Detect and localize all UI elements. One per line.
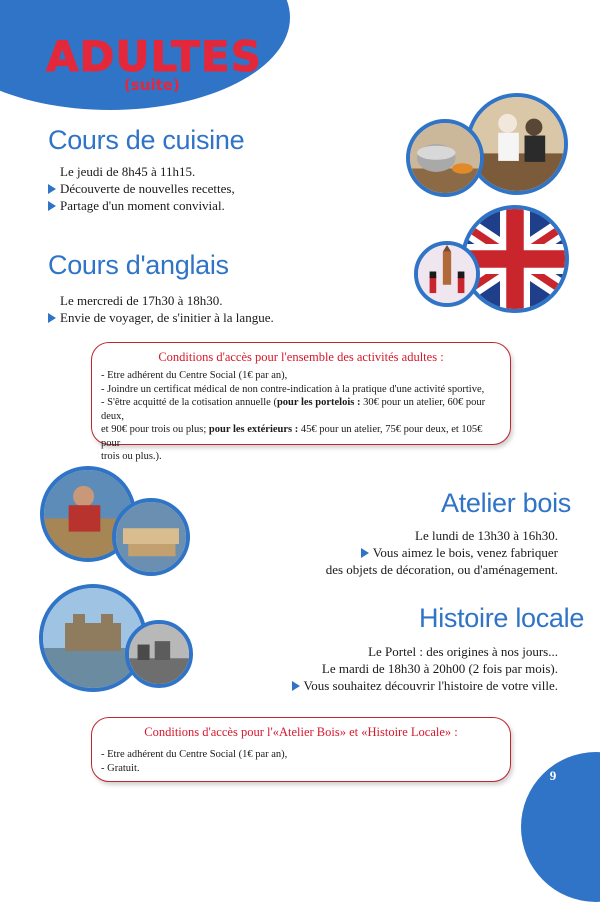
page-number: 9: [549, 768, 557, 783]
bullet-icon: [48, 184, 56, 194]
wooden-objects-photo: [112, 498, 190, 576]
histoire-line: Le mardi de 18h30 à 20h00 (2 fois par mois).: [321, 661, 558, 676]
conditions-line: - S'être acquitté de la cotisation annuelle (pour les portelois : 30€ pour un atelier, 60€ pour deux,: [101, 397, 486, 422]
anglais-schedule: Le mercredi de 17h30 à 18h30.: [60, 293, 223, 308]
bois-title: Atelier bois: [441, 488, 571, 518]
anglais-bullet: Envie de voyager, de s'initier à la langue.: [48, 309, 274, 326]
london-guards-photo: [414, 241, 480, 307]
bullet-icon: [48, 201, 56, 211]
conditions-box-adultes: [91, 342, 511, 462]
conditions-title: Conditions d'accès pour l'ensemble des activités adultes :: [158, 350, 444, 364]
conditions-line: - Etre adhérent du Centre Social (1€ par an),: [101, 370, 288, 381]
bois-bullet-cont: des objets de décoration, ou d'aménagement.: [325, 562, 558, 577]
conditions-line: et 90€ pour trois ou plus; pour les extérieurs : 45€ pour un atelier, 75€ pour deux, et 105€ pour: [101, 424, 483, 449]
conditions-line: - Gratuit.: [101, 762, 140, 774]
page-title: ADULTES: [46, 32, 262, 81]
conditions-title: Conditions d'accès pour l'«Atelier Bois» et «Histoire Locale» :: [144, 725, 458, 739]
histoire-line: Le Portel : des origines à nos jours...: [368, 644, 558, 659]
conditions-line: - Joindre un certificat médical de non contre-indication à la pratique d'une activité sportive,: [101, 383, 485, 395]
cuisine-schedule: Le jeudi de 8h45 à 11h15.: [60, 164, 196, 179]
bois-schedule: Le lundi de 13h30 à 16h30.: [415, 528, 558, 543]
conditions-box-bois-histoire: [91, 717, 511, 782]
histoire-bullet: Vous souhaitez découvrir l'histoire de votre ville.: [292, 677, 558, 694]
cuisine-bullet: Découverte de nouvelles recettes,: [48, 180, 235, 197]
cuisine-bullet: Partage d'un moment convivial.: [48, 197, 225, 214]
page-subtitle: (suite): [124, 76, 180, 94]
old-town-photo: [125, 620, 193, 688]
bois-bullet: Vous aimez le bois, venez fabriquer: [361, 544, 558, 561]
union-jack-flag: [461, 205, 569, 313]
bullet-icon: [361, 548, 369, 558]
bullet-icon: [48, 313, 56, 323]
cooking-pots-photo: [406, 119, 484, 197]
histoire-title: Histoire locale: [419, 603, 585, 633]
conditions-line: - Etre adhérent du Centre Social (1€ par an),: [101, 749, 288, 760]
bullet-icon: [292, 681, 300, 691]
anglais-title: Cours d'anglais: [48, 250, 229, 280]
cuisine-title: Cours de cuisine: [48, 125, 245, 155]
conditions-line: trois ou plus.).: [101, 451, 162, 462]
